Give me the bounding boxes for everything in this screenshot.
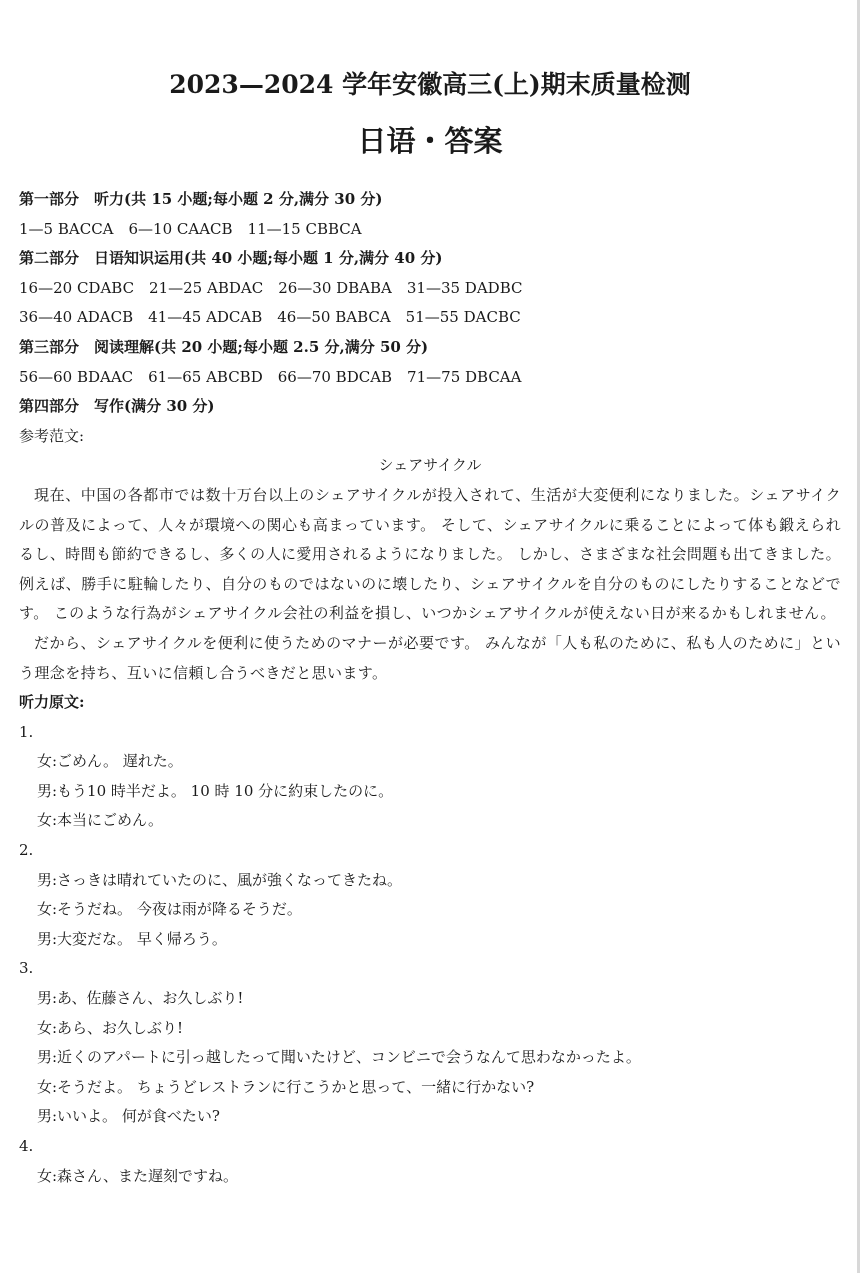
sample-essay-label: 参考范文:: [19, 426, 85, 445]
dialogue-line: 女:あら、お久しぶり!: [37, 1018, 184, 1037]
dialogue-line: 女:そうだよ。 ちょうどレストランに行こうかと思って、一緒に行かない?: [37, 1077, 535, 1096]
dialogue-line: 女:ごめん。 遅れた。: [37, 752, 183, 771]
essay-title: シェアサイクル: [378, 456, 482, 475]
dialogue-line: 男:近くのアパートに引っ越したって聞いたけど、コンビニで会うなんて思わなかったよ。: [37, 1048, 641, 1067]
document-body: [19, 185, 841, 1191]
essay-paragraph-2: だから、シェアサイクルを便利に使うためのマナーが必要です。 みんなが「人も私のために、私も人のために」という理念を持ち、互いに信頼し合うべきだと思います。: [19, 633, 841, 682]
part3-heading: 第三部分 阅读理解(共 20 小题;每小题 2.5 分,满分 50 分): [19, 337, 429, 356]
dialogue-line: 男:大変だな。 早く帰ろう。: [37, 929, 227, 948]
part1-heading: 第一部分 听力(共 15 小题;每小题 2 分,满分 30 分): [19, 190, 383, 208]
document-title: 2023—2024 学年安徽高三(上)期末质量检测: [169, 70, 691, 99]
dialogue-line: 男:いいよ。 何が食べたい?: [37, 1107, 220, 1126]
part2-heading: 第二部分 日语知识运用(共 40 小题;每小题 1 分,满分 40 分): [19, 249, 443, 268]
part1-answers: 1—5 BACCA 6—10 CAACB 11—15 CBBCA: [19, 219, 362, 238]
dialogue-line: 女:森さん、また遅刻ですね。: [37, 1166, 238, 1185]
dialogue-line: 男:さっきは晴れていたのに、風が強くなってきたね。: [37, 870, 403, 889]
part3-answers: 56—60 BDAAC 61—65 ABCBD 66—70 BDCAB 71—75 DBCAA: [19, 367, 522, 386]
dialogue-line: 男:もう10 時半だよ。 10 時 10 分に約束したのに。: [37, 781, 394, 800]
question-number: 1.: [19, 722, 34, 741]
dialogue-line: 女:そうだね。 今夜は雨が降るそうだ。: [37, 900, 302, 919]
dialogue-line: 男:あ、佐藤さん、お久しぶり!: [37, 989, 244, 1008]
part2-answers-row1: 16—20 CDABC 21—25 ABDAC 26—30 DBABA 31—35 DADBC: [19, 278, 523, 297]
part2-answers-row2: 36—40 ADACB 41—45 ADCAB 46—50 BABCA 51—55 DACBC: [19, 308, 521, 327]
document-subtitle: 日语・答案: [357, 124, 503, 158]
question-number: 4.: [19, 1137, 34, 1155]
part4-heading: 第四部分 写作(满分 30 分): [19, 397, 215, 416]
transcript-heading: 听力原文:: [19, 693, 85, 712]
question-number: 3.: [19, 959, 34, 978]
dialogue-line: 女:本当にごめん。: [37, 811, 163, 830]
question-number: 2.: [19, 841, 34, 860]
essay-paragraph-1: 現在、中国の各都市では数十万台以上のシェアサイクルが投入されて、生活が大変便利になりました。シェアサイクルの普及によって、人々が環境への関心も高まっています。 そして、シェアサイクルに乗ることによって体も鍛えられるし、時間も節約できるし、多くの人に愛用されるようになりました。 しかし、さまざまな社会問題も出てきました。 例えば、勝手に駐輪したり、自分のものではないのに壊したり、シェアサイクルを自分のものにしたりすることなどです。 このような行為がシェアサイクル会社の利益を損し、いつかシェアサイクルが使えない日が来るかもしれません。: [19, 485, 841, 623]
